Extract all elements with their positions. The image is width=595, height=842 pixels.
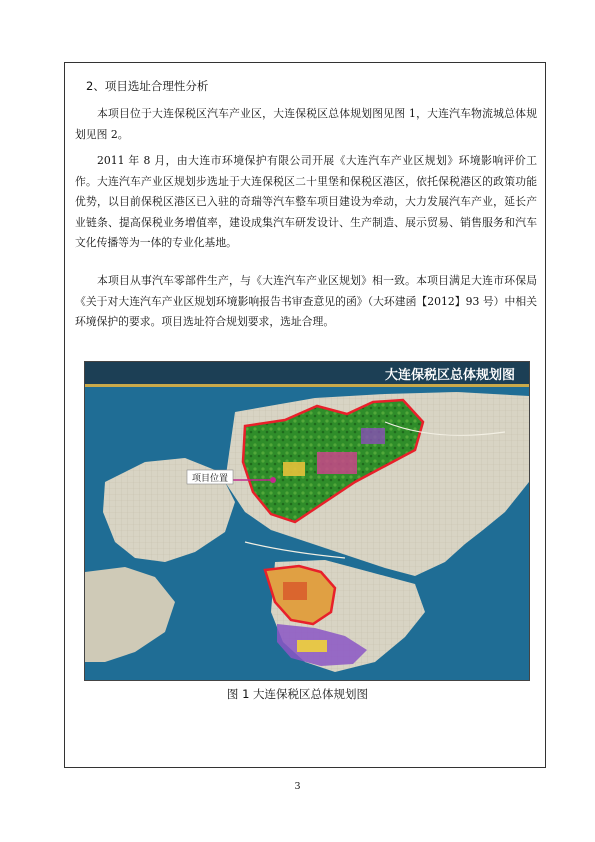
location-label: 项目位置 bbox=[191, 474, 229, 484]
section-heading: 2、项目选址合理性分析 bbox=[86, 79, 209, 93]
planning-map-image bbox=[85, 362, 529, 680]
figure-caption: 图 1 大连保税区总体规划图 bbox=[226, 687, 369, 701]
paragraph-1: 本项目位于大连保税区汽车产业区，大连保税区总体规划图见图 1，大连汽车物流城总体规划见图 2。 bbox=[75, 107, 537, 141]
planning-map-figure bbox=[84, 361, 530, 681]
page-number: 3 bbox=[294, 781, 301, 792]
paragraph-3: 本项目从事汽车零部件生产，与《大连汽车产业区规划》相一致。本项目满足大连市环保局《关于对大连汽车产业区规划环境影响报告书审查意见的函》（大环建函【2012】93 号）中相关环境保护的要求。项目选址符合规划要求，选址合理。 bbox=[75, 274, 537, 328]
paragraph-2: 2011 年 8 月，由大连市环境保护有限公司开展《大连汽车产业区规划》环境影响评价工作。大连汽车产业区规划步选址于大连保税区二十里堡和保税区港区，依托保税港区的政策功能优势，以目前保税区港区已入驻的奇瑞等汽车整车项目建设为牵动，大力发展汽车产业，延长产业链条、提高保税业务增值率，建设成集汽车研发设计、生产制造、展示贸易、销售服务和汽车文化传播等为一体的专业化基地。 bbox=[75, 154, 537, 249]
map-banner-title: 大连保税区总体规划图 bbox=[384, 368, 515, 383]
location-marker-icon bbox=[270, 477, 276, 483]
